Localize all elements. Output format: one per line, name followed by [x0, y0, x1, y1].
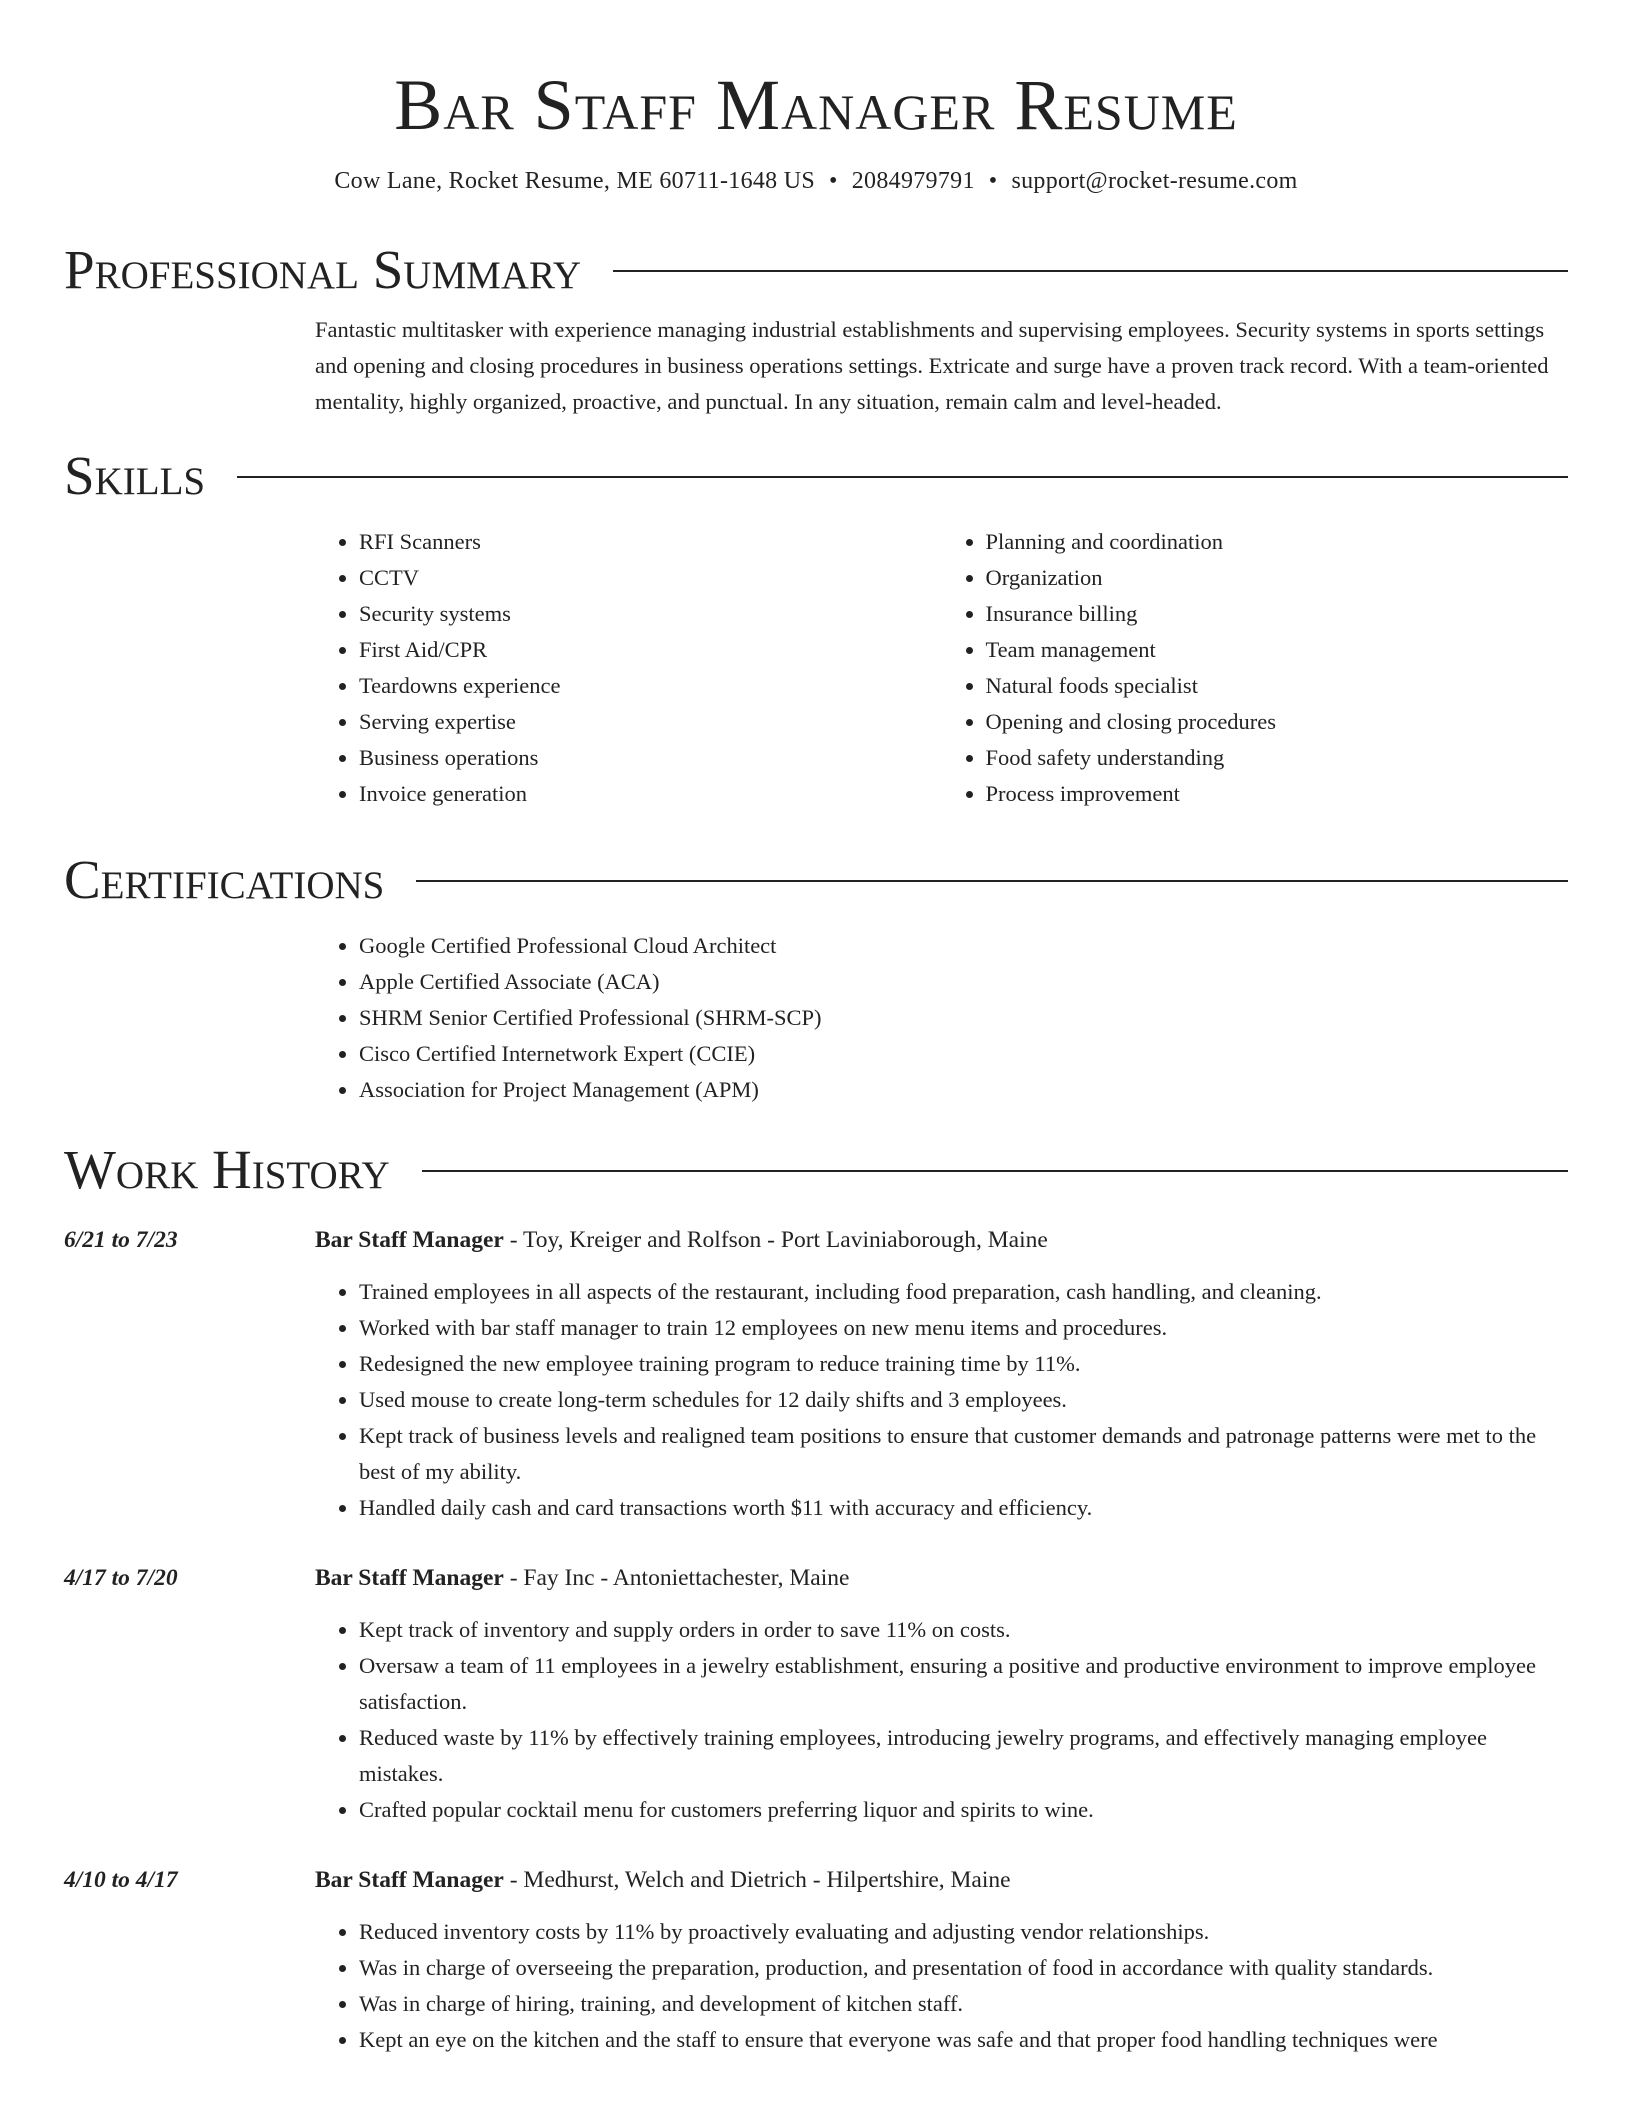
summary-heading: Professional Summary: [64, 239, 582, 300]
job-employer: - Fay Inc - Antoniettachester, Maine: [503, 1565, 850, 1591]
skills-heading: Skills: [64, 445, 206, 506]
contact-line: [64, 164, 1568, 198]
job-bullets: [315, 1274, 1568, 1526]
separator-dot: •: [988, 168, 998, 194]
skill-item: • First Aid/CPR: [359, 632, 942, 668]
job-bullet: • Kept track of business levels and realigned team positions to ensure that customer demands and patronage patterns were met to the best of my ability.: [359, 1418, 1568, 1490]
job-heading: [315, 1560, 1568, 1596]
section-divider: [422, 1170, 1568, 1172]
skill-item: • Teardowns experience: [359, 668, 942, 704]
skill-item: • RFI Scanners: [359, 524, 942, 560]
certifications-list: [315, 928, 1568, 1108]
page-title: Bar Staff Manager Resume: [394, 65, 1238, 145]
job-bullet: • Kept an eye on the kitchen and the staff to ensure that everyone was safe and that proper food handling techniques were: [359, 2022, 1568, 2058]
job-body: [315, 1222, 1568, 1526]
contact-address: Cow Lane, Rocket Resume, ME 60711-1648 US: [334, 168, 816, 194]
certification-item: • SHRM Senior Certified Professional (SHRM-SCP): [359, 1000, 1568, 1036]
section-divider: [237, 476, 1568, 478]
skill-item: • Security systems: [359, 596, 942, 632]
skill-item: • Opening and closing procedures: [986, 704, 1569, 740]
skill-item: • Planning and coordination: [986, 524, 1569, 560]
skill-item: • Food safety understanding: [986, 740, 1569, 776]
job-heading: [315, 1222, 1568, 1258]
skills-section-header: [64, 444, 1568, 508]
job-bullet: • Used mouse to create long-term schedules for 12 daily shifts and 3 employees.: [359, 1382, 1568, 1418]
job-title: Bar Staff Manager: [315, 1227, 504, 1253]
job-bullet: • Reduced inventory costs by 11% by proactively evaluating and adjusting vendor relationships.: [359, 1914, 1568, 1950]
skills-column-right: [942, 524, 1569, 812]
skill-item: • Natural foods specialist: [986, 668, 1569, 704]
job-bullet: • Crafted popular cocktail menu for customers preferring liquor and spirits to wine.: [359, 1792, 1568, 1828]
skill-item: • Business operations: [359, 740, 942, 776]
skills-column-left: [315, 524, 942, 812]
job-entry: [64, 1222, 1568, 1526]
job-dates: 4/17 to 7/20: [64, 1565, 178, 1591]
job-entry: [64, 1862, 1568, 2058]
section-divider: [613, 270, 1568, 272]
section-divider: [416, 880, 1568, 882]
skill-item: • Insurance billing: [986, 596, 1569, 632]
resume-page: [64, 0, 1568, 2058]
job-dates: 4/10 to 4/17: [64, 1867, 178, 1893]
skill-item: • CCTV: [359, 560, 942, 596]
skill-item: • Organization: [986, 560, 1569, 596]
job-employer: - Toy, Kreiger and Rolfson - Port Laviniaborough, Maine: [503, 1227, 1048, 1253]
job-body: [315, 1560, 1568, 1828]
job-dates: 6/21 to 7/23: [64, 1227, 178, 1253]
job-bullet: • Redesigned the new employee training program to reduce training time by 11%.: [359, 1346, 1568, 1382]
job-bullet: • Trained employees in all aspects of the restaurant, including food preparation, cash handling, and cleaning.: [359, 1274, 1568, 1310]
certification-item: • Association for Project Management (APM): [359, 1072, 1568, 1108]
certifications-section-header: [64, 848, 1568, 912]
job-title: Bar Staff Manager: [315, 1867, 504, 1893]
work-heading: Work History: [64, 1139, 390, 1200]
certification-item: • Google Certified Professional Cloud Architect: [359, 928, 1568, 964]
certification-item: • Apple Certified Associate (ACA): [359, 964, 1568, 1000]
skill-item: • Team management: [986, 632, 1569, 668]
skill-item: • Invoice generation: [359, 776, 942, 812]
job-bullet: • Reduced waste by 11% by effectively training employees, introducing jewelry programs, and effectively managing employee mistakes.: [359, 1720, 1568, 1792]
job-body: [315, 1862, 1568, 2058]
job-heading: [315, 1862, 1568, 1898]
job-entry: [64, 1560, 1568, 1828]
job-bullet: • Handled daily cash and card transactions worth $11 with accuracy and efficiency.: [359, 1490, 1568, 1526]
skills-list: [315, 524, 1568, 812]
skill-item: • Process improvement: [986, 776, 1569, 812]
job-bullet: • Worked with bar staff manager to train 12 employees on new menu items and procedures.: [359, 1310, 1568, 1346]
work-section-header: [64, 1138, 1568, 1202]
job-bullet: • Oversaw a team of 11 employees in a jewelry establishment, ensuring a positive and productive environment to improve employee satisfaction.: [359, 1648, 1568, 1720]
summary-section-header: [64, 238, 1568, 302]
job-title: Bar Staff Manager: [315, 1565, 504, 1591]
certifications-bullets: [315, 928, 1568, 1108]
job-bullets: [315, 1914, 1568, 2058]
certification-item: • Cisco Certified Internetwork Expert (CCIE): [359, 1036, 1568, 1072]
job-employer: - Medhurst, Welch and Dietrich - Hilpertshire, Maine: [503, 1867, 1011, 1893]
skill-item: • Serving expertise: [359, 704, 942, 740]
job-bullet: • Was in charge of hiring, training, and development of kitchen staff.: [359, 1986, 1568, 2022]
summary-text: Fantastic multitasker with experience managing industrial establishments and supervising employees. Security systems in sports settings and opening and closing procedures in business operations settings. Extricate and surge have a proven track record. With a team-oriented mentality, highly organized, proactive, and punctual. In any situation, remain calm and level-headed.: [315, 317, 1549, 414]
job-bullet: • Kept track of inventory and supply orders in order to save 11% on costs.: [359, 1612, 1568, 1648]
job-bullet: • Was in charge of overseeing the preparation, production, and presentation of food in accordance with quality standards.: [359, 1950, 1568, 1986]
contact-phone: 2084979791: [851, 168, 975, 194]
separator-dot: •: [829, 168, 838, 194]
certifications-heading: Certifications: [64, 849, 385, 910]
job-bullets: [315, 1612, 1568, 1828]
contact-email: support@rocket-resume.com: [1011, 168, 1298, 194]
